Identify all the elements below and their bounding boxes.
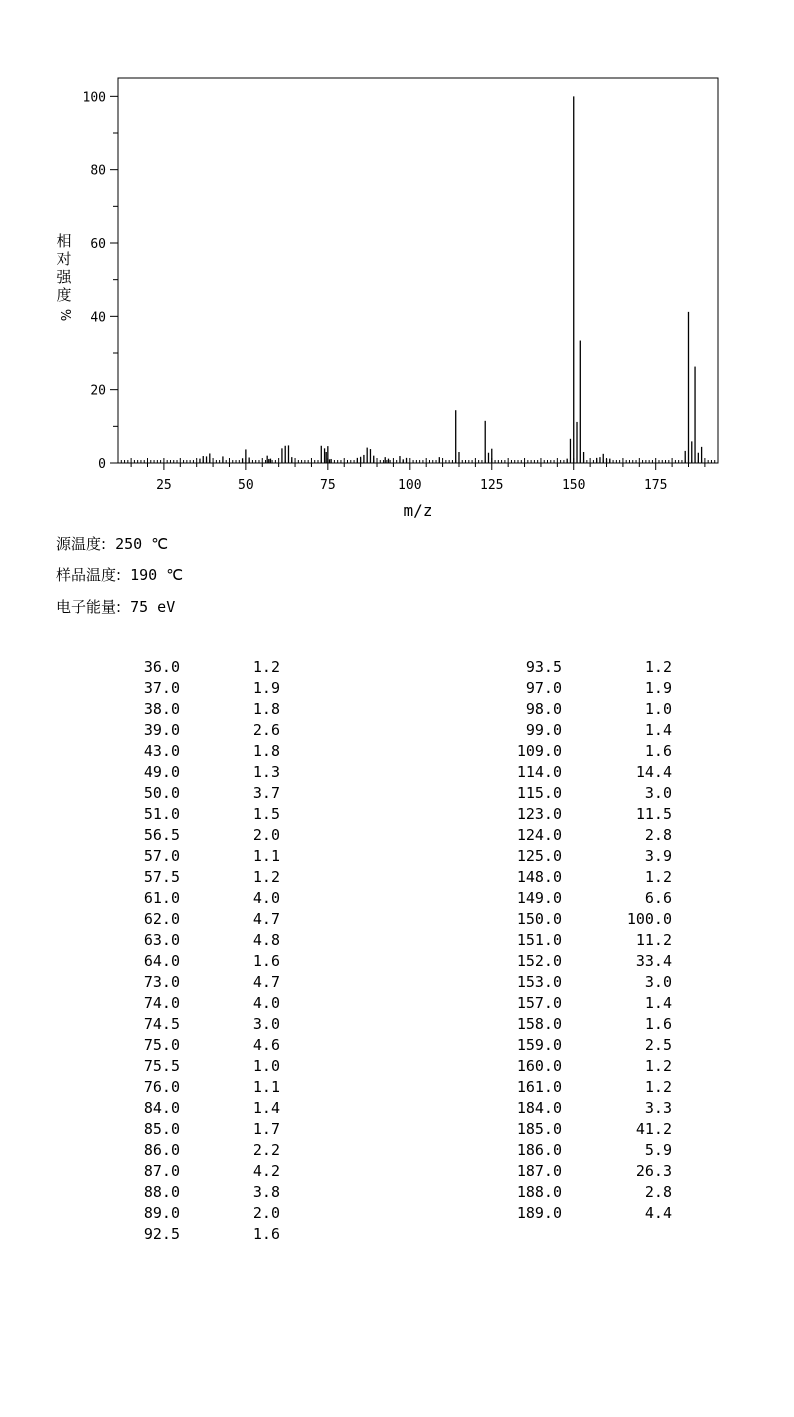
table-row xyxy=(110,783,310,804)
intensity-value: 1.7 xyxy=(252,1120,280,1138)
mz-value: 99.0 xyxy=(525,721,562,739)
table-row xyxy=(110,657,310,678)
table-row xyxy=(110,1119,310,1140)
mz-value: 153.0 xyxy=(516,973,562,991)
table-row xyxy=(110,846,310,867)
intensity-value: 3.7 xyxy=(252,784,280,802)
plot-frame xyxy=(118,78,718,463)
table-row xyxy=(470,993,680,1014)
intensity-value: 2.6 xyxy=(252,721,280,739)
intensity-value: 3.8 xyxy=(252,1183,280,1201)
table-row xyxy=(110,867,310,888)
mz-value: 109.0 xyxy=(516,742,562,760)
table-row xyxy=(470,1203,680,1224)
table-row xyxy=(470,1161,680,1182)
intensity-value: 3.0 xyxy=(644,784,672,802)
y-tick-label: 80 xyxy=(90,163,106,179)
x-tick-label: 100 xyxy=(398,478,422,493)
mz-value: 87.0 xyxy=(143,1162,180,1180)
intensity-value: 1.2 xyxy=(644,1057,672,1075)
table-row xyxy=(110,1077,310,1098)
y-axis-label-char: 相 xyxy=(56,232,72,250)
table-row xyxy=(470,1077,680,1098)
intensity-value: 5.9 xyxy=(644,1141,672,1159)
mz-value: 76.0 xyxy=(143,1078,180,1096)
mz-value: 151.0 xyxy=(516,931,562,949)
intensity-value: 1.0 xyxy=(252,1057,280,1075)
table-row xyxy=(110,1098,310,1119)
intensity-value: 1.1 xyxy=(252,847,280,865)
table-row xyxy=(110,993,310,1014)
intensity-value: 2.0 xyxy=(252,1204,280,1222)
mz-value: 73.0 xyxy=(143,973,180,991)
mz-value: 185.0 xyxy=(516,1120,562,1138)
mz-value: 157.0 xyxy=(516,994,562,1012)
table-row xyxy=(470,1182,680,1203)
intensity-value: 1.9 xyxy=(252,679,280,697)
intensity-value: 6.6 xyxy=(644,889,672,907)
mz-value: 88.0 xyxy=(143,1183,180,1201)
mz-value: 56.5 xyxy=(143,826,180,844)
mz-value: 86.0 xyxy=(143,1141,180,1159)
mz-value: 152.0 xyxy=(516,952,562,970)
table-row xyxy=(470,783,680,804)
mz-value: 75.5 xyxy=(143,1057,180,1075)
intensity-value: 100.0 xyxy=(626,910,672,928)
intensity-value: 4.4 xyxy=(644,1204,672,1222)
mz-value: 125.0 xyxy=(516,847,562,865)
intensity-value: 4.7 xyxy=(252,973,280,991)
mz-value: 63.0 xyxy=(143,931,180,949)
intensity-value: 2.8 xyxy=(644,1183,672,1201)
mz-value: 74.0 xyxy=(143,994,180,1012)
y-axis-label-char: 对 xyxy=(56,250,72,268)
y-tick-label: 40 xyxy=(90,310,106,326)
x-tick-label: 25 xyxy=(156,478,172,493)
intensity-value: 41.2 xyxy=(635,1120,672,1138)
intensity-value: 1.6 xyxy=(252,1225,280,1243)
intensity-value: 1.8 xyxy=(252,700,280,718)
mz-value: 64.0 xyxy=(143,952,180,970)
electron-energy-value: 75 eV xyxy=(130,598,176,616)
intensity-value: 14.4 xyxy=(635,763,672,781)
x-tick-label: 150 xyxy=(561,478,586,493)
mz-value: 85.0 xyxy=(143,1120,180,1138)
mz-value: 98.0 xyxy=(525,700,562,718)
table-row xyxy=(470,909,680,930)
table-row xyxy=(470,762,680,783)
mz-value: 114.0 xyxy=(516,763,562,781)
mz-value: 38.0 xyxy=(143,700,180,718)
table-row xyxy=(110,1035,310,1056)
intensity-value: 3.0 xyxy=(252,1015,280,1033)
intensity-value: 4.6 xyxy=(252,1036,280,1054)
intensity-value: 4.7 xyxy=(252,910,280,928)
mz-value: 124.0 xyxy=(516,826,562,844)
intensity-value: 1.1 xyxy=(252,1078,280,1096)
mz-value: 115.0 xyxy=(516,784,562,802)
table-row xyxy=(110,1140,310,1161)
intensity-value: 1.4 xyxy=(644,721,672,739)
intensity-value: 1.0 xyxy=(644,700,672,718)
mz-value: 61.0 xyxy=(143,889,180,907)
x-tick-label: 75 xyxy=(320,478,336,493)
table-row xyxy=(110,1056,310,1077)
table-row xyxy=(470,930,680,951)
mz-value: 93.5 xyxy=(525,658,562,676)
intensity-value: 1.3 xyxy=(252,763,280,781)
table-row xyxy=(470,846,680,867)
mass-spectrum-chart xyxy=(0,0,794,530)
intensity-value: 3.9 xyxy=(644,847,672,865)
mz-value: 160.0 xyxy=(516,1057,562,1075)
intensity-value: 4.2 xyxy=(252,1162,280,1180)
table-row xyxy=(470,657,680,678)
table-row xyxy=(110,720,310,741)
table-row xyxy=(470,741,680,762)
mz-value: 149.0 xyxy=(516,889,562,907)
y-axis-label-char: 强 xyxy=(56,268,72,286)
peak-table-right xyxy=(470,657,680,1224)
table-row xyxy=(110,825,310,846)
table-row xyxy=(470,1119,680,1140)
mz-value: 97.0 xyxy=(525,679,562,697)
table-row xyxy=(470,888,680,909)
table-row xyxy=(470,1035,680,1056)
table-row xyxy=(110,951,310,972)
y-tick-label: 100 xyxy=(82,90,106,106)
table-row xyxy=(110,888,310,909)
intensity-value: 1.6 xyxy=(644,1015,672,1033)
intensity-value: 2.2 xyxy=(252,1141,280,1159)
intensity-value: 1.4 xyxy=(252,1099,280,1117)
mz-value: 184.0 xyxy=(516,1099,562,1117)
table-row xyxy=(470,951,680,972)
y-tick-label: 60 xyxy=(90,237,106,252)
peak-table-left xyxy=(110,657,310,1245)
mz-value: 75.0 xyxy=(143,1036,180,1054)
intensity-value: 3.0 xyxy=(644,973,672,991)
source-temperature-label: 源温度: xyxy=(56,535,107,553)
mz-value: 150.0 xyxy=(516,910,562,928)
table-row xyxy=(470,720,680,741)
table-row xyxy=(470,972,680,993)
x-tick-label: 175 xyxy=(643,478,668,493)
intensity-value: 1.2 xyxy=(252,868,280,886)
source-temperature-value: 250 ℃ xyxy=(115,535,169,553)
mz-value: 36.0 xyxy=(143,658,180,676)
table-row xyxy=(110,678,310,699)
x-axis-label: m/z xyxy=(403,501,433,520)
mz-value: 57.5 xyxy=(143,868,180,886)
y-tick-label: 0 xyxy=(98,457,106,472)
intensity-value: 1.2 xyxy=(252,658,280,676)
electron-energy-label: 电子能量: xyxy=(56,598,122,616)
table-row xyxy=(110,1224,310,1245)
y-axis-unit: % xyxy=(57,308,72,322)
intensity-value: 26.3 xyxy=(635,1162,672,1180)
mz-value: 50.0 xyxy=(143,784,180,802)
table-row xyxy=(470,678,680,699)
table-row xyxy=(110,1161,310,1182)
table-row xyxy=(470,804,680,825)
mz-value: 92.5 xyxy=(143,1225,180,1243)
table-row xyxy=(110,1014,310,1035)
table-row xyxy=(470,699,680,720)
table-row xyxy=(110,804,310,825)
x-tick-label: 125 xyxy=(480,478,504,493)
table-row xyxy=(110,930,310,951)
mz-value: 43.0 xyxy=(143,742,180,760)
intensity-value: 1.9 xyxy=(644,679,672,697)
y-tick-label: 20 xyxy=(90,383,106,399)
mz-value: 188.0 xyxy=(516,1183,562,1201)
intensity-value: 1.2 xyxy=(644,868,672,886)
table-row xyxy=(110,1182,310,1203)
intensity-value: 1.2 xyxy=(644,1078,672,1096)
intensity-value: 1.2 xyxy=(644,658,672,676)
intensity-value: 11.5 xyxy=(635,805,672,823)
mz-value: 51.0 xyxy=(143,805,180,823)
sample-temperature xyxy=(56,564,183,585)
table-row xyxy=(470,867,680,888)
mz-value: 49.0 xyxy=(143,763,180,781)
mz-value: 84.0 xyxy=(143,1099,180,1117)
intensity-value: 33.4 xyxy=(635,952,672,970)
mz-value: 186.0 xyxy=(516,1141,562,1159)
mz-value: 187.0 xyxy=(516,1162,562,1180)
table-row xyxy=(470,1014,680,1035)
mz-value: 37.0 xyxy=(143,679,180,697)
intensity-value: 1.6 xyxy=(252,952,280,970)
intensity-value: 1.5 xyxy=(252,805,280,823)
intensity-value: 11.2 xyxy=(635,931,672,949)
intensity-value: 1.4 xyxy=(644,994,672,1012)
intensity-value: 3.3 xyxy=(644,1099,672,1117)
table-row xyxy=(110,1203,310,1224)
mz-value: 57.0 xyxy=(143,847,180,865)
mz-value: 159.0 xyxy=(516,1036,562,1054)
table-row xyxy=(470,1140,680,1161)
table-row xyxy=(110,741,310,762)
table-row xyxy=(110,972,310,993)
mz-value: 158.0 xyxy=(516,1015,562,1033)
intensity-value: 4.8 xyxy=(252,931,280,949)
mz-value: 89.0 xyxy=(143,1204,180,1222)
x-tick-label: 50 xyxy=(238,478,254,493)
electron-energy xyxy=(56,596,175,617)
table-row xyxy=(470,1056,680,1077)
mz-value: 74.5 xyxy=(143,1015,180,1033)
table-row xyxy=(110,699,310,720)
sample-temperature-label: 样品温度: xyxy=(56,566,122,584)
table-row xyxy=(470,1098,680,1119)
mz-value: 39.0 xyxy=(143,721,180,739)
mz-value: 62.0 xyxy=(143,910,180,928)
intensity-value: 1.8 xyxy=(252,742,280,760)
mz-value: 148.0 xyxy=(516,868,562,886)
table-row xyxy=(110,909,310,930)
mz-value: 123.0 xyxy=(516,805,562,823)
intensity-value: 4.0 xyxy=(252,889,280,907)
mz-value: 189.0 xyxy=(516,1204,562,1222)
intensity-value: 1.6 xyxy=(644,742,672,760)
sample-temperature-value: 190 ℃ xyxy=(130,566,184,584)
source-temperature xyxy=(56,533,168,554)
intensity-value: 4.0 xyxy=(252,994,280,1012)
y-axis-label xyxy=(54,232,74,324)
mz-value: 161.0 xyxy=(516,1078,562,1096)
y-axis-label-char: 度 xyxy=(56,286,72,304)
table-row xyxy=(470,825,680,846)
intensity-value: 2.5 xyxy=(644,1036,672,1054)
table-row xyxy=(110,762,310,783)
intensity-value: 2.8 xyxy=(644,826,672,844)
intensity-value: 2.0 xyxy=(252,826,280,844)
